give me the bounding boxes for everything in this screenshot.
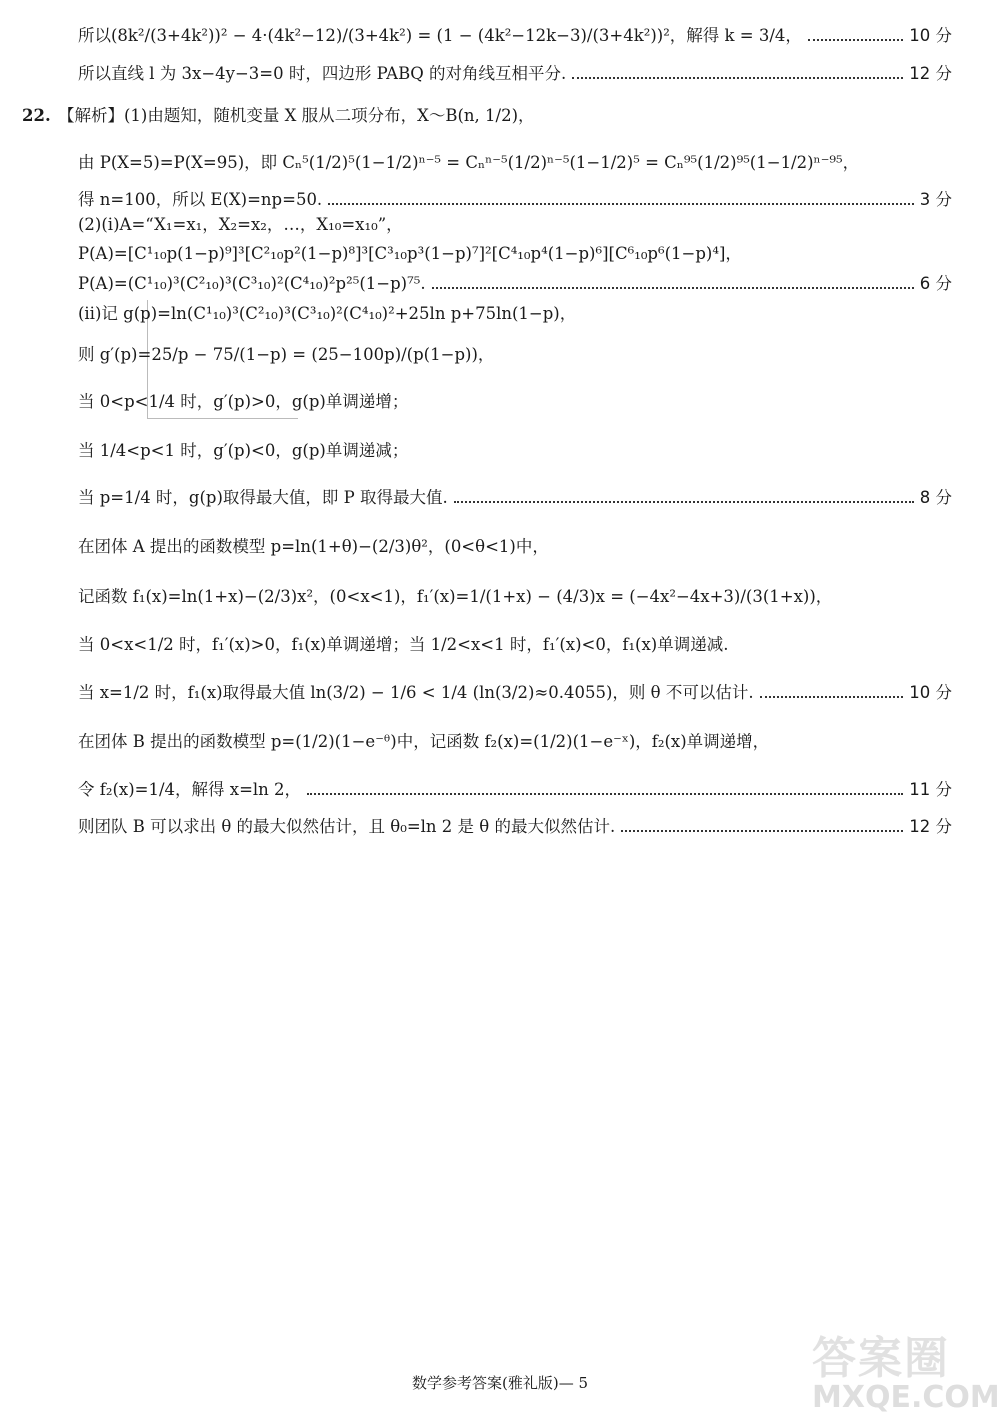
watermark-logo (812, 1322, 1000, 1415)
line-1: 所以(8k²/(3+4k²))² − 4·(4k²−12)/(3+4k²) = (1 − (4k²−12k−3)/(3+4k²))²，解得 k = 3/4， 10 分 (78, 26, 952, 45)
line-2: 所以直线 l 为 3x−4y−3=0 时，四边形 PABQ 的对角线互相平分. 12 分 (78, 64, 952, 83)
line-13: 当 p=1/4 时，g(p)取得最大值，即 P 取得最大值. 8 分 (78, 488, 952, 507)
question-number: 22. (22, 106, 51, 125)
line-18: 在团体 B 提出的函数模型 p=(1/2)(1−e⁻ᶿ)中，记函数 f₂(x)=(1/2)(1−e⁻ˣ)，f₂(x)单调递增， (78, 732, 770, 751)
watermark-bottom: MXQE.COM (812, 1380, 1000, 1415)
line-12: 当 1/4<p<1 时，g′(p)<0，g(p)单调递减； (78, 441, 409, 460)
score-label: 10 分 (909, 26, 952, 45)
leader-dots (621, 830, 903, 832)
line-3: 【解析】(1)由题知，随机变量 X 服从二项分布，X～B(n, 1/2)， (58, 106, 535, 125)
score-label: 8 分 (919, 488, 952, 507)
line-5: 得 n=100，所以 E(X)=np=50. 3 分 (78, 190, 952, 209)
line-10: 则 g′(p)=25/p − 75/(1−p) = (25−100p)/(p(1−p))， (78, 345, 495, 364)
line-16: 当 0<x<1/2 时，f₁′(x)>0，f₁(x)单调递增；当 1/2<x<1 时，f₁′(x)<0，f₁(x)单调递减. (78, 635, 729, 654)
score-label: 12 分 (909, 817, 952, 836)
score-label: 6 分 (919, 274, 952, 293)
line-17: 当 x=1/2 时，f₁(x)取得最大值 ln(3/2) − 1/6 < 1/4 (ln(3/2)≈0.4055)，则 θ 不可以估计. 10 分 (78, 683, 952, 702)
line-8: P(A)=(C¹₁₀)³(C²₁₀)³(C³₁₀)²(C⁴₁₀)²p²⁵(1−p)⁷⁵. 6 分 (78, 274, 952, 293)
line-19: 令 f₂(x)=1/4，解得 x=ln 2， 11 分 (78, 780, 952, 799)
line-4: 由 P(X=5)=P(X=95)，即 Cₙ⁵(1/2)⁵(1−1/2)ⁿ⁻⁵ = Cₙⁿ⁻⁵(1/2)ⁿ⁻⁵(1−1/2)⁵ = Cₙ⁹⁵(1/2)⁹⁵(1−1/2)ⁿ⁻⁹⁵， (78, 153, 860, 172)
score-label: 11 分 (909, 780, 952, 799)
leader-dots (328, 203, 914, 205)
line-14: 在团体 A 提出的函数模型 p=ln(1+θ)−(2/3)θ²，(0<θ<1)中， (78, 537, 549, 556)
leader-dots (808, 39, 903, 41)
score-label: 12 分 (909, 64, 952, 83)
leader-dots (307, 793, 903, 795)
line-11: 当 0<p<1/4 时，g′(p)>0，g(p)单调递增； (78, 392, 409, 411)
line-20: 则团队 B 可以求出 θ 的最大似然估计，且 θ₀=ln 2 是 θ 的最大似然估计. 12 分 (78, 817, 952, 836)
leader-dots (760, 696, 904, 698)
line-9: (ⅱ)记 g(p)=ln(C¹₁₀)³(C²₁₀)³(C³₁₀)²(C⁴₁₀)²+25ln p+75ln(1−p)， (78, 304, 577, 323)
line-15: 记函数 f₁(x)=ln(1+x)−(2/3)x²，(0<x<1)，f₁′(x)=1/(1+x) − (4/3)x = (−4x²−4x+3)/(3(1+x))， (78, 587, 833, 606)
line-6: (2)(ⅰ)A=“X₁=x₁，X₂=x₂，…，X₁₀=x₁₀”， (78, 215, 403, 234)
score-label: 3 分 (919, 190, 952, 209)
leader-dots (572, 77, 903, 79)
score-label: 10 分 (909, 683, 952, 702)
line-7: P(A)=[C¹₁₀p(1−p)⁹]³[C²₁₀p²(1−p)⁸]³[C³₁₀p³(1−p)⁷]²[C⁴₁₀p⁴(1−p)⁶][C⁶₁₀p⁶(1−p)⁴]， (78, 244, 742, 263)
leader-dots (454, 501, 914, 503)
watermark-top: 答案圈 (812, 1333, 950, 1384)
leader-dots (432, 287, 914, 289)
page-footer: 数学参考答案(雅礼版)— 5 (411, 1374, 589, 1392)
